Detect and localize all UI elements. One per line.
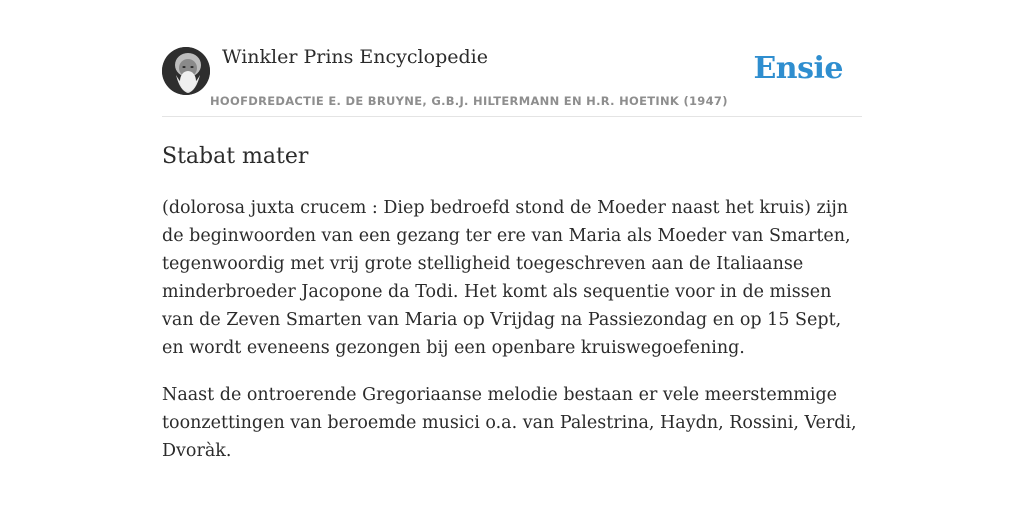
editors-credit: HOOFDREDACTIE E. DE BRUYNE, G.B.J. HILTERMANN EN H.R. HOETINK (1947) [210, 94, 728, 108]
page-container [162, 0, 862, 465]
site-title[interactable]: Winkler Prins Encyclopedie [222, 46, 488, 68]
site-header [162, 0, 862, 117]
avatar [162, 47, 210, 95]
article-paragraph-2: Naast de ontroerende Gregoriaanse melodie bestaan er vele meerstemmige toonzettingen van beroemde musici o.a. van Palestrina, Haydn, Rossini, Verdi, Dvoràk. [162, 385, 857, 461]
article-title: Stabat mater [162, 144, 309, 169]
article-paragraph-1: (dolorosa juxta crucem : Diep bedroefd stond de Moeder naast het kruis) zijn de beginwoorden van een gezang ter ere van Maria als Moeder van Smarten, tegenwoordig met vrij grote stelligheid toegeschreven aan de Italiaanse minderbroeder Jacopone da Todi. Het komt als sequentie voor in de missen van de Zeven Smarten van Maria op Vrijdag na Passiezondag en op 15 Sept, en wordt eveneens gezongen bij een openbare kruiswegoefening. [162, 198, 851, 358]
portrait-icon [162, 47, 210, 95]
brand-logo-link[interactable]: Ensie [753, 51, 843, 86]
